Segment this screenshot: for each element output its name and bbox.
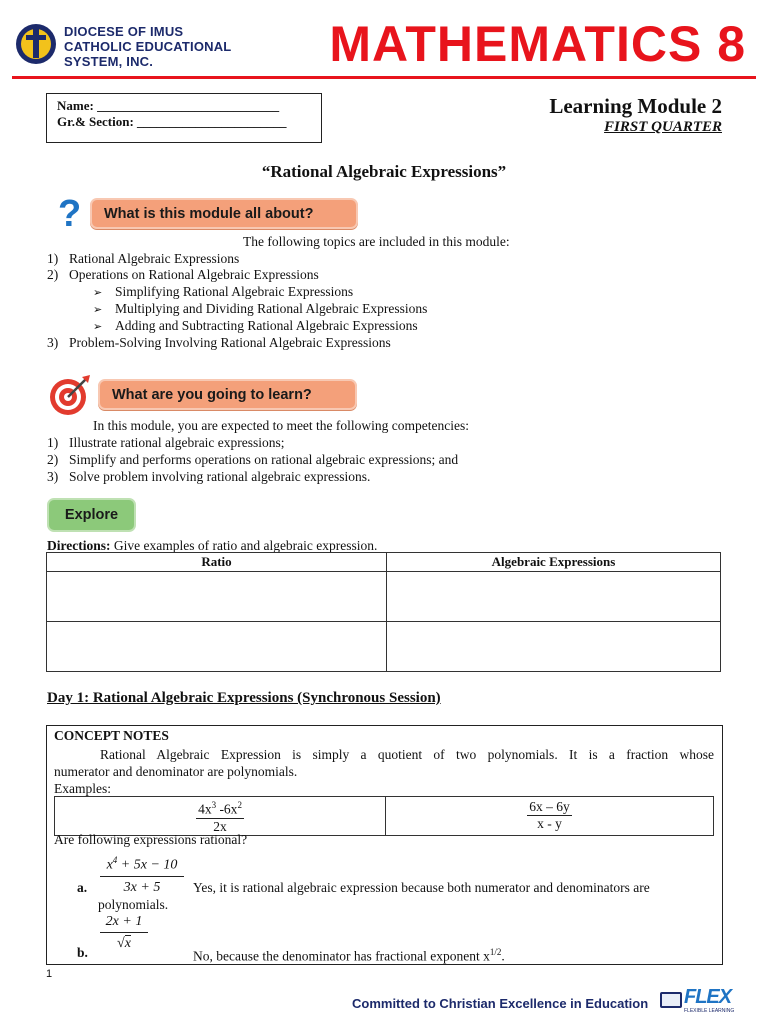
fraction-a-denominator: 3x + 5 xyxy=(123,879,161,895)
about-item: 3) Problem-Solving Involving Rational Algebraic Expressions xyxy=(47,335,391,350)
flex-logo-text: FLEX xyxy=(684,986,732,1008)
table-row xyxy=(47,572,721,622)
header-divider xyxy=(12,76,756,79)
day1-title: Day 1: Rational Algebraic Expressions (Synchronous Session) xyxy=(47,690,441,706)
column-header-ratio: Ratio xyxy=(47,553,387,572)
about-subitem: ➢ Multiplying and Dividing Rational Algebraic Expressions xyxy=(93,301,428,316)
learn-heading-text: What are you going to learn? xyxy=(112,386,312,403)
learn-item: 2) Simplify and performs operations on rational algebraic expressions; and xyxy=(47,452,459,467)
example-2-denominator: x - y xyxy=(537,816,562,832)
about-heading-text: What is this module all about? xyxy=(104,205,314,222)
explore-heading xyxy=(47,498,136,532)
concept-question: Are following expressions rational? xyxy=(54,832,248,847)
examples-table xyxy=(54,796,714,836)
fraction-b-numerator: 2x + 1 xyxy=(100,912,148,933)
example-2-cell xyxy=(386,797,714,836)
table-header-row xyxy=(47,553,721,572)
about-item: 2) Operations on Rational Algebraic Expressions xyxy=(47,267,319,282)
directions-label: Directions: xyxy=(47,538,111,553)
learn-intro: In this module, you are expected to meet the following competencies: xyxy=(93,418,470,433)
fraction-b-denominator: √x xyxy=(117,936,131,951)
item-b-label: b. xyxy=(77,945,88,960)
fraction-b xyxy=(100,912,148,955)
about-intro: The following topics are included in this module: xyxy=(243,234,510,249)
diocese-logo xyxy=(14,22,58,66)
flex-logo xyxy=(660,986,744,1018)
example-2-numerator: 6x – 6y xyxy=(529,799,570,815)
learn-item: 3) Solve problem involving rational algebraic expressions. xyxy=(47,469,371,484)
svg-text:?: ? xyxy=(58,193,82,232)
item-a-answer-cont: polynomials. xyxy=(98,897,169,912)
section-field[interactable]: Gr.& Section: _______________________ xyxy=(57,114,287,129)
learn-heading xyxy=(98,379,357,410)
table-cell-input[interactable] xyxy=(47,622,387,672)
table-row xyxy=(47,622,721,672)
name-field[interactable]: Name: ____________________________ xyxy=(57,98,280,113)
subject-title: MATHEMATICS 8 xyxy=(329,16,746,72)
footer-tagline: Committed to Christian Excellence in Education xyxy=(352,996,649,1011)
org-line-3: SYSTEM, INC. xyxy=(64,54,154,69)
table-cell-input[interactable] xyxy=(47,572,387,622)
examples-label: Examples: xyxy=(54,781,111,796)
table-cell-input[interactable] xyxy=(387,622,721,672)
about-heading xyxy=(90,198,358,229)
org-line-2: CATHOLIC EDUCATIONAL xyxy=(64,39,232,54)
item-a-label: a. xyxy=(77,880,88,895)
learn-item: 1) Illustrate rational algebraic expressions; xyxy=(47,435,285,450)
organization-name xyxy=(64,24,231,69)
concept-paragraph-line-1: Rational Algebraic Expression is simply a quotient of two polynomials. It is a fraction whose xyxy=(100,747,714,762)
about-subitem: ➢ Simplifying Rational Algebraic Expressions xyxy=(93,284,354,299)
module-title: Learning Module 2 xyxy=(549,94,722,118)
module-quarter: FIRST QUARTER xyxy=(604,119,722,135)
example-1-cell xyxy=(55,797,386,836)
target-icon xyxy=(48,373,92,417)
document-title: “Rational Algebraic Expressions” xyxy=(261,162,507,181)
column-header-algebraic: Algebraic Expressions xyxy=(387,553,721,572)
concept-heading: CONCEPT NOTES xyxy=(54,728,169,743)
monitor-icon xyxy=(660,992,682,1008)
question-mark-icon xyxy=(56,192,84,232)
page-number: 1 xyxy=(46,968,53,980)
example-1-denominator: 2x xyxy=(213,818,227,834)
about-item: 1) Rational Algebraic Expressions xyxy=(47,251,240,266)
fraction-a xyxy=(100,850,184,899)
explore-table xyxy=(46,552,721,672)
org-line-1: DIOCESE OF IMUS xyxy=(64,24,184,39)
fraction-a-numerator: $x^4 + 5x - 10$ xyxy=(100,850,184,877)
flex-logo-subtext: FLEXIBLE LEARNING xyxy=(684,1008,735,1014)
item-b-answer: No, because the denominator has fractional exponent $x^{1/2}$. xyxy=(193,947,505,964)
table-row xyxy=(55,797,714,836)
directions-text: Give examples of ratio and algebraic expression. xyxy=(110,538,378,553)
item-a-answer: Yes, it is rational algebraic expression because both numerator and denominators are xyxy=(193,880,650,895)
table-cell-input[interactable] xyxy=(387,572,721,622)
explore-heading-text: Explore xyxy=(64,507,119,523)
arrow-bullet-icon: ➢ xyxy=(93,320,103,333)
arrow-bullet-icon: ➢ xyxy=(93,286,103,299)
concept-paragraph-line-2: numerator and denominator are polynomials. xyxy=(54,764,298,779)
about-subitem: ➢ Adding and Subtracting Rational Algebraic Expressions xyxy=(93,318,418,333)
arrow-bullet-icon: ➢ xyxy=(93,303,103,316)
name-box xyxy=(46,93,322,143)
example-1-numerator: $4x^3$ $-6x^2$ xyxy=(196,797,244,819)
